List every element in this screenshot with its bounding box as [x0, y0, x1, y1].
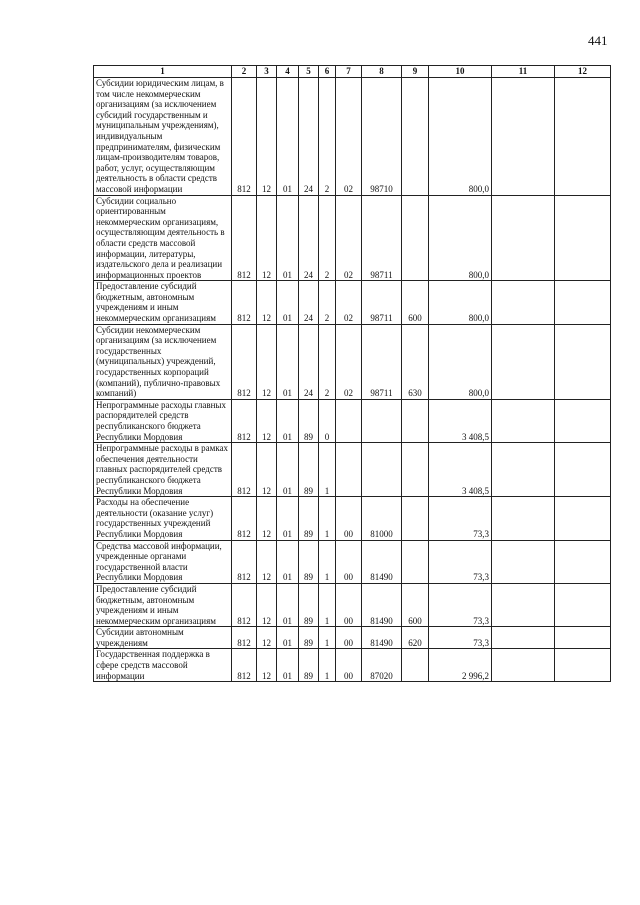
cell-col-10: 800,0: [429, 281, 492, 324]
cell-col-2: 812: [232, 497, 257, 540]
cell-col-2: 812: [232, 627, 257, 649]
cell-col-3: 12: [257, 324, 277, 399]
cell-col-11: [492, 324, 555, 399]
cell-col-12: [555, 195, 611, 281]
cell-col-9: [402, 78, 429, 196]
column-header: 12: [555, 66, 611, 78]
row-name: Расходы на обеспечение деятельности (оказание услуг) государственных учреждений Республики Мордовия: [94, 497, 232, 540]
cell-col-8: 81490: [362, 627, 402, 649]
cell-col-12: [555, 78, 611, 196]
cell-col-3: 12: [257, 627, 277, 649]
cell-col-6: 2: [319, 281, 336, 324]
cell-col-12: [555, 627, 611, 649]
table-row: [94, 540, 611, 583]
cell-col-8: [362, 443, 402, 497]
cell-col-11: [492, 649, 555, 682]
cell-col-6: 1: [319, 443, 336, 497]
row-name: Средства массовой информации, учрежденные органами государственной власти Республики Мордовия: [94, 540, 232, 583]
column-header: 10: [429, 66, 492, 78]
cell-col-9: 600: [402, 281, 429, 324]
cell-col-8: 98711: [362, 324, 402, 399]
cell-col-11: [492, 399, 555, 442]
cell-col-4: 01: [277, 540, 299, 583]
row-name: Субсидии юридическим лицам, в том числе некоммерческим организациям (за исключением субсидий государственным и муниципальным учреждениям), индивидуальным предпринимателям, физическим лицам-производителям товаров, работ, услуг, осуществляющим деятельность в области средств массовой информации: [94, 78, 232, 196]
cell-col-3: 12: [257, 443, 277, 497]
cell-col-8: [362, 399, 402, 442]
cell-col-4: 01: [277, 583, 299, 626]
cell-col-12: [555, 649, 611, 682]
row-name: Непрограммные расходы в рамках обеспечения деятельности главных распорядителей средств республиканского бюджета Республики Мордовия: [94, 443, 232, 497]
cell-col-3: 12: [257, 78, 277, 196]
cell-col-4: 01: [277, 195, 299, 281]
cell-col-9: [402, 399, 429, 442]
cell-col-12: [555, 497, 611, 540]
cell-col-5: 24: [299, 324, 319, 399]
cell-col-12: [555, 281, 611, 324]
table-row: [94, 78, 611, 196]
cell-col-12: [555, 399, 611, 442]
page-number: 441: [588, 33, 608, 48]
cell-col-2: 812: [232, 281, 257, 324]
cell-col-12: [555, 324, 611, 399]
cell-col-9: 600: [402, 583, 429, 626]
cell-col-5: 89: [299, 649, 319, 682]
table-row: [94, 497, 611, 540]
cell-col-4: 01: [277, 443, 299, 497]
table-row: [94, 627, 611, 649]
cell-col-4: 01: [277, 497, 299, 540]
cell-col-3: 12: [257, 540, 277, 583]
column-header: 11: [492, 66, 555, 78]
column-header: 3: [257, 66, 277, 78]
cell-col-6: 1: [319, 497, 336, 540]
cell-col-6: 0: [319, 399, 336, 442]
cell-col-6: 1: [319, 649, 336, 682]
cell-col-9: [402, 540, 429, 583]
cell-col-11: [492, 540, 555, 583]
cell-col-8: 81490: [362, 583, 402, 626]
cell-col-10: 800,0: [429, 78, 492, 196]
cell-col-8: 81000: [362, 497, 402, 540]
cell-col-11: [492, 443, 555, 497]
cell-col-11: [492, 627, 555, 649]
cell-col-10: 2 996,2: [429, 649, 492, 682]
column-header: 4: [277, 66, 299, 78]
cell-col-3: 12: [257, 649, 277, 682]
cell-col-10: 800,0: [429, 324, 492, 399]
row-name: Субсидии некоммерческим организациям (за исключением государственных (муниципальных) учреждений, государственных корпораций (компаний), публично-правовых компаний): [94, 324, 232, 399]
cell-col-6: 1: [319, 627, 336, 649]
row-name: Предоставление субсидий бюджетным, автономным учреждениям и иным некоммерческим организациям: [94, 583, 232, 626]
column-header: 2: [232, 66, 257, 78]
cell-col-10: 73,3: [429, 540, 492, 583]
cell-col-7: 02: [336, 281, 362, 324]
cell-col-8: 81490: [362, 540, 402, 583]
cell-col-4: 01: [277, 281, 299, 324]
column-header: 7: [336, 66, 362, 78]
cell-col-6: 1: [319, 540, 336, 583]
cell-col-7: 00: [336, 627, 362, 649]
cell-col-6: 2: [319, 324, 336, 399]
cell-col-9: [402, 649, 429, 682]
cell-col-7: 00: [336, 649, 362, 682]
cell-col-7: 00: [336, 540, 362, 583]
column-header: 6: [319, 66, 336, 78]
cell-col-2: 812: [232, 583, 257, 626]
cell-col-11: [492, 583, 555, 626]
cell-col-9: [402, 443, 429, 497]
cell-col-12: [555, 540, 611, 583]
cell-col-8: 98711: [362, 195, 402, 281]
cell-col-10: 3 408,5: [429, 443, 492, 497]
cell-col-5: 89: [299, 399, 319, 442]
cell-col-10: 800,0: [429, 195, 492, 281]
cell-col-8: 98711: [362, 281, 402, 324]
cell-col-11: [492, 195, 555, 281]
header-row: [94, 66, 611, 78]
cell-col-2: 812: [232, 78, 257, 196]
cell-col-9: [402, 195, 429, 281]
cell-col-9: 630: [402, 324, 429, 399]
cell-col-3: 12: [257, 583, 277, 626]
cell-col-2: 812: [232, 443, 257, 497]
cell-col-10: 73,3: [429, 627, 492, 649]
cell-col-10: 73,3: [429, 583, 492, 626]
row-name: Предоставление субсидий бюджетным, автономным учреждениям и иным некоммерческим организациям: [94, 281, 232, 324]
cell-col-2: 812: [232, 649, 257, 682]
cell-col-3: 12: [257, 281, 277, 324]
cell-col-10: 73,3: [429, 497, 492, 540]
cell-col-3: 12: [257, 399, 277, 442]
row-name: Непрограммные расходы главных распорядителей средств республиканского бюджета Республики Мордовия: [94, 399, 232, 442]
cell-col-2: 812: [232, 540, 257, 583]
cell-col-7: 02: [336, 78, 362, 196]
table-row: [94, 281, 611, 324]
cell-col-2: 812: [232, 195, 257, 281]
table-body: [94, 78, 611, 682]
cell-col-6: 2: [319, 195, 336, 281]
cell-col-7: 02: [336, 324, 362, 399]
cell-col-5: 24: [299, 195, 319, 281]
cell-col-5: 89: [299, 443, 319, 497]
table-row: [94, 649, 611, 682]
cell-col-7: [336, 399, 362, 442]
table-row: [94, 443, 611, 497]
cell-col-10: 3 408,5: [429, 399, 492, 442]
cell-col-5: 89: [299, 497, 319, 540]
cell-col-7: 00: [336, 497, 362, 540]
cell-col-7: 02: [336, 195, 362, 281]
cell-col-7: [336, 443, 362, 497]
cell-col-3: 12: [257, 497, 277, 540]
cell-col-4: 01: [277, 78, 299, 196]
cell-col-4: 01: [277, 627, 299, 649]
cell-col-5: 24: [299, 281, 319, 324]
cell-col-6: 1: [319, 583, 336, 626]
column-header: 8: [362, 66, 402, 78]
column-header: 5: [299, 66, 319, 78]
table-row: [94, 399, 611, 442]
cell-col-5: 24: [299, 78, 319, 196]
cell-col-4: 01: [277, 324, 299, 399]
cell-col-11: [492, 497, 555, 540]
cell-col-4: 01: [277, 649, 299, 682]
cell-col-8: 87020: [362, 649, 402, 682]
cell-col-4: 01: [277, 399, 299, 442]
cell-col-5: 89: [299, 583, 319, 626]
cell-col-7: 00: [336, 583, 362, 626]
cell-col-6: 2: [319, 78, 336, 196]
row-name: Субсидии автономным учреждениям: [94, 627, 232, 649]
table-row: [94, 583, 611, 626]
cell-col-11: [492, 281, 555, 324]
cell-col-11: [492, 78, 555, 196]
cell-col-5: 89: [299, 627, 319, 649]
column-header: 9: [402, 66, 429, 78]
row-name: Субсидии социально ориентированным некоммерческим организациям, осуществляющим деятельность в области средств массовой информации, литературы, издательского дела и реализации информационных проектов: [94, 195, 232, 281]
cell-col-3: 12: [257, 195, 277, 281]
cell-col-8: 98710: [362, 78, 402, 196]
column-header: 1: [94, 66, 232, 78]
cell-col-5: 89: [299, 540, 319, 583]
table-row: [94, 195, 611, 281]
budget-table: [93, 65, 611, 682]
cell-col-2: 812: [232, 399, 257, 442]
cell-col-9: 620: [402, 627, 429, 649]
cell-col-12: [555, 583, 611, 626]
cell-col-2: 812: [232, 324, 257, 399]
cell-col-9: [402, 497, 429, 540]
table-row: [94, 324, 611, 399]
cell-col-12: [555, 443, 611, 497]
row-name: Государственная поддержка в сфере средств массовой информации: [94, 649, 232, 682]
